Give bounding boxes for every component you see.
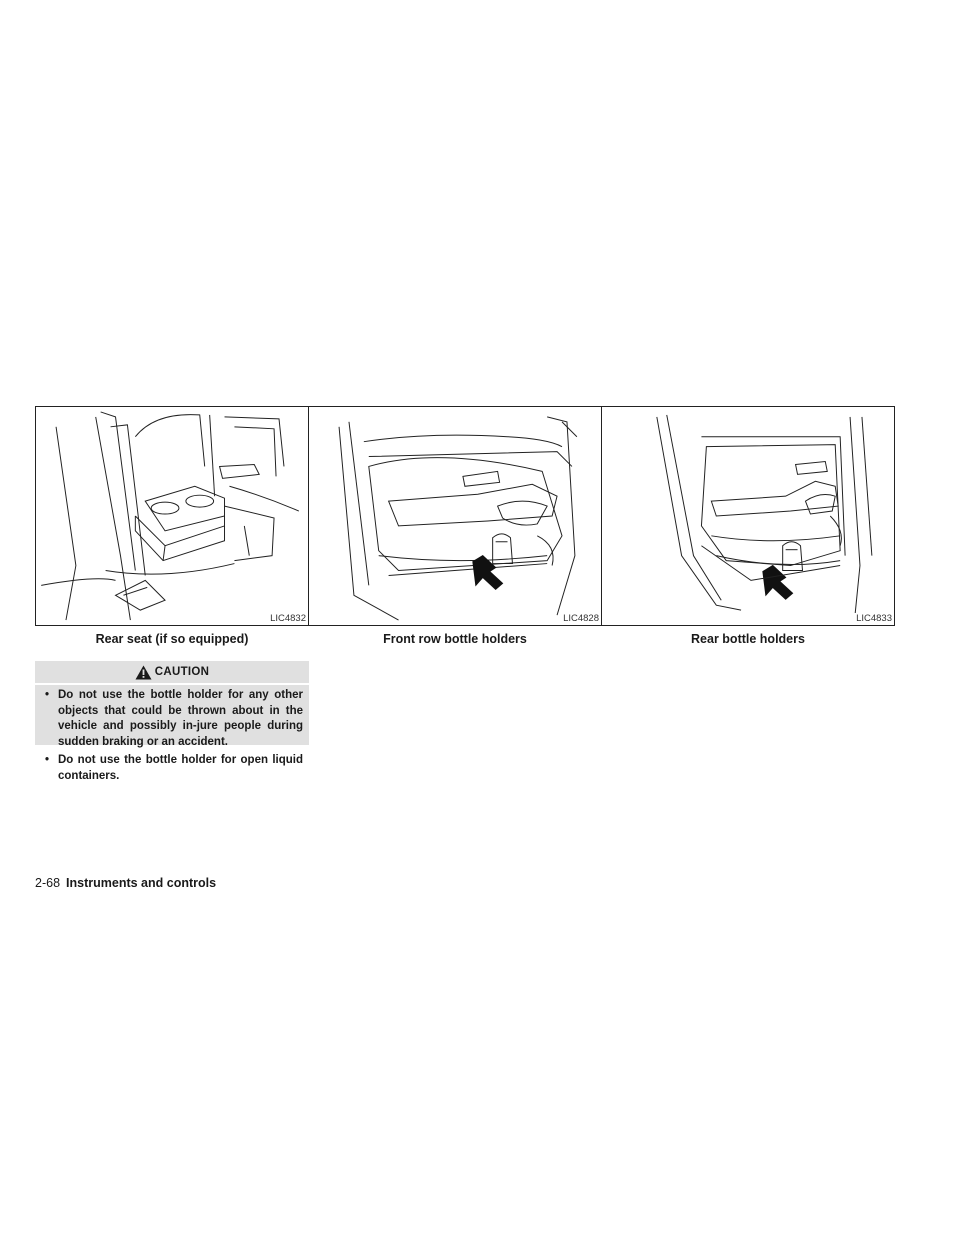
figure-code: LIC4828 [563, 613, 599, 624]
figure-code: LIC4832 [270, 613, 306, 624]
front-door-bottle-holder-illustration [309, 407, 601, 625]
page-footer [35, 876, 216, 890]
list-item [41, 753, 303, 784]
caution-title: CAUTION [154, 666, 210, 678]
caution-item-text: Do not use the bottle holder for any other objects that could be thrown about in the vehicle and possibly in-jure people during sudden braking or an accident. [58, 689, 303, 748]
page-number: 2-68 [35, 876, 61, 890]
figure-code: LIC4833 [856, 613, 892, 624]
bullet-icon: • [45, 689, 50, 701]
figure-rear [601, 406, 895, 626]
caution-divider [35, 683, 309, 685]
rear-seat-cupholder-illustration [36, 407, 308, 625]
caution-item-text: Do not use the bottle holder for open liquid containers. [58, 754, 303, 782]
figure-front-row [308, 406, 602, 626]
caution-box [35, 661, 309, 782]
caution-list [41, 688, 303, 787]
figure-caption: Front row bottle holders [383, 632, 527, 646]
rear-door-bottle-holder-illustration [602, 407, 894, 625]
figure-caption: Rear seat (if so equipped) [95, 632, 249, 646]
list-item [41, 688, 303, 750]
bullet-icon: • [45, 754, 50, 766]
section-name: Instruments and controls [66, 876, 217, 890]
figure-caption: Rear bottle holders [691, 632, 805, 646]
figure-rear-seat [35, 406, 309, 626]
caution-header [35, 661, 309, 683]
warning-triangle-icon [135, 665, 152, 680]
